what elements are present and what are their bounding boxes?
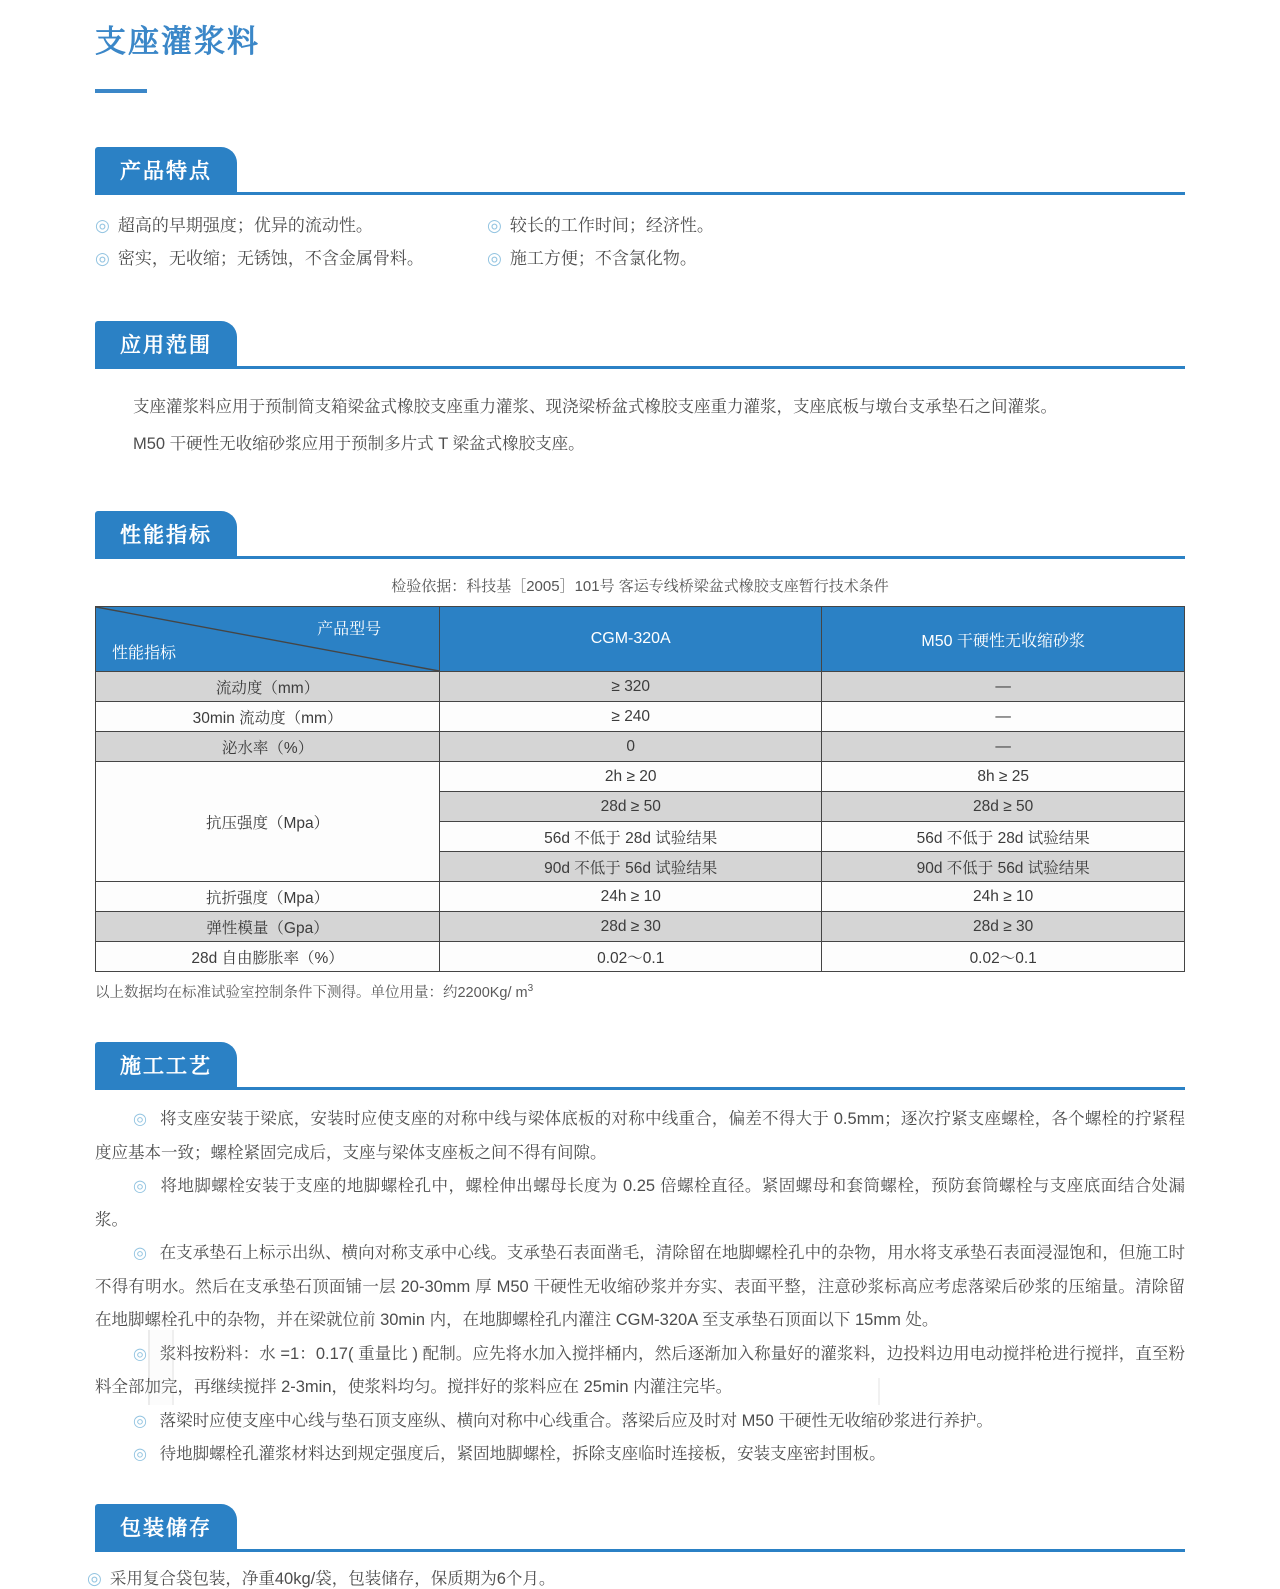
cell-cgm: 90d 不低于 56d 试验结果 [440,852,822,882]
cell-cgm: ≥ 320 [440,672,822,702]
cell-m50: 56d 不低于 28d 试验结果 [822,822,1185,852]
section-tab-packaging: 包装储存 [95,1504,237,1549]
cell-cgm: ≥ 240 [440,702,822,732]
bullet-icon: ◎ [87,1568,102,1588]
feature-text: 密实，无收缩；无锈蚀，不含金属骨料。 [117,249,424,268]
cell-m50: 24h ≥ 10 [822,882,1185,912]
section-header-performance [95,511,1185,559]
bullet-icon: ◎ [133,1412,147,1430]
table-footnote [95,981,1185,1002]
feature-item [487,242,714,275]
table-row [96,912,1185,942]
features-column-left [95,209,487,275]
cell-m50: — [822,672,1185,702]
cell-cgm: 28d ≥ 50 [440,792,822,822]
row-label: 泌水率（%） [96,732,440,762]
step-text: 将支座安装于梁底，安装时应使支座的对称中线与梁体底板的对称中线重合，偏差不得大于 0.5mm；逐次拧紧支座螺栓，各个螺栓的拧紧程度应基本一致；螺栓紧固完成后，支座与梁体支座板之间不得有间隙。 [95,1110,1185,1162]
section-header-construction [95,1042,1185,1090]
cell-m50: 28d ≥ 50 [822,792,1185,822]
table-row [96,942,1185,972]
cell-cgm: 28d ≥ 30 [440,912,822,942]
column-header-cgm: CGM-320A [440,607,822,672]
cell-cgm: 0.02～0.1 [440,942,822,972]
table-row [96,762,1185,792]
packaging-text: 采用复合袋包装，净重40kg/袋，包装储存，保质期为6个月。 [109,1569,556,1588]
section-header-packaging [95,1504,1185,1552]
footnote-superscript: 3 [527,983,534,995]
feature-text: 施工方便；不含氯化物。 [509,249,697,268]
cell-m50: 90d 不低于 56d 试验结果 [822,852,1185,882]
feature-text: 较长的工作时间；经济性。 [509,216,714,235]
feature-item [487,209,714,242]
bullet-icon: ◎ [133,1178,148,1195]
packaging-item [87,1565,1185,1589]
bullet-icon: ◎ [133,1446,147,1463]
section-tab-features: 产品特点 [95,147,237,192]
construction-step [95,1237,1185,1338]
section-tab-performance: 性能指标 [95,511,237,556]
row-label: 30min 流动度（mm） [96,702,440,732]
construction-step [95,1438,1185,1472]
background-watermark [148,1330,174,1405]
feature-text: 超高的早期强度；优异的流动性。 [117,216,373,235]
section-header-application [95,321,1185,369]
bullet-icon: ◎ [487,249,502,268]
bullet-icon: ◎ [133,1111,148,1128]
corner-label-performance-index: 性能指标 [112,645,177,662]
row-label: 28d 自由膨胀率（%） [96,942,440,972]
feature-item [95,209,487,242]
bullet-icon: ◎ [95,249,110,268]
footnote-text: 以上数据均在标准试验室控制条件下测得。单位用量：约2200Kg/ m [95,985,528,1001]
cell-cgm: 56d 不低于 28d 试验结果 [440,822,822,852]
cell-m50: 8h ≥ 25 [822,762,1185,792]
table-row [96,732,1185,762]
step-text: 在支承垫石上标示出纵、横向对称支承中心线。支承垫石表面凿毛，清除留在地脚螺栓孔中的杂物，用水将支承垫石表面浸湿饱和，但施工时不得有明水。然后在支承垫石顶面铺一层 20-30mm 厚 M50 干硬性无收缩砂浆并夯实、表面平整，注意砂浆标高应考虑落梁后砂浆的压缩量。清除留在地脚螺栓孔中的杂物，并在梁就位前 30min 内，在地脚螺栓孔内灌注 CGM-320A 至支承垫石顶面以下 15mm 处。 [95,1244,1185,1329]
step-text: 落梁时应使支座中心线与垫石顶支座纵、横向对称中心线重合。落梁后应及时对 M50 干硬性无收缩砂浆进行养护。 [159,1411,993,1430]
row-label: 弹性模量（Gpa） [96,912,440,942]
row-label: 流动度（mm） [96,672,440,702]
cell-cgm: 24h ≥ 10 [440,882,822,912]
step-text: 待地脚螺栓孔灌浆材料达到规定强度后，紧固地脚螺栓，拆除支座临时连接板，安装支座密封围板。 [159,1445,886,1463]
table-row [96,672,1185,702]
section-tab-construction: 施工工艺 [95,1042,237,1087]
row-label-compressive: 抗压强度（Mpa） [96,762,440,882]
step-text: 将地脚螺栓安装于支座的地脚螺栓孔中，螺栓伸出螺母长度为 0.25 倍螺栓直径。紧固螺母和套筒螺栓，预防套筒螺栓与支座底面结合处漏浆。 [95,1177,1185,1229]
table-row [96,882,1185,912]
cell-m50: — [822,702,1185,732]
section-header-features [95,147,1185,195]
cell-m50: 0.02～0.1 [822,942,1185,972]
construction-step [95,1405,1185,1439]
test-basis-note: 检验依据：科技基［2005］101号 客运专线桥梁盆式橡胶支座暂行技术条件 [391,578,889,595]
step-text: 浆料按粉料：水 =1：0.17( 重量比 ) 配制。应先将水加入搅拌桶内，然后逐渐加入称量好的灌浆料，边投料边用电动搅拌枪进行搅拌，直至粉料全部加完，再继续搅拌 2-3min，使浆料均匀。搅拌好的浆料应在 25min 内灌注完毕。 [95,1344,1185,1396]
table-corner-cell [96,607,440,672]
construction-step [95,1338,1185,1405]
application-line: M50 干硬性无收缩砂浆应用于预制多片式 T 梁盆式橡胶支座。 [133,435,585,453]
application-line: 支座灌浆料应用于预制简支箱梁盆式橡胶支座重力灌浆、现浇梁桥盆式橡胶支座重力灌浆，支座底板与墩台支承垫石之间灌浆。 [133,398,1057,416]
cell-cgm: 2h ≥ 20 [440,762,822,792]
cell-m50: — [822,732,1185,762]
corner-label-product-model: 产品型号 [317,621,382,638]
table-row [96,702,1185,732]
construction-step [95,1170,1185,1237]
section-tab-application: 应用范围 [95,321,237,366]
background-watermark [878,1378,880,1405]
features-list [95,209,1185,275]
bullet-icon: ◎ [133,1245,147,1262]
page-title: 支座灌浆料 [95,24,260,59]
title-underline [95,89,147,93]
cell-cgm: 0 [440,732,822,762]
application-text [95,389,1185,463]
cell-m50: 28d ≥ 30 [822,912,1185,942]
performance-table [95,606,1185,972]
column-header-m50: M50 干硬性无收缩砂浆 [822,607,1185,672]
feature-item [95,242,487,275]
construction-step [95,1103,1185,1170]
features-column-right [487,209,714,275]
construction-steps [95,1103,1185,1472]
table-header-row [96,607,1185,672]
bullet-icon: ◎ [133,1345,148,1363]
bullet-icon: ◎ [487,216,502,235]
bullet-icon: ◎ [95,216,110,235]
row-label: 抗折强度（Mpa） [96,882,440,912]
